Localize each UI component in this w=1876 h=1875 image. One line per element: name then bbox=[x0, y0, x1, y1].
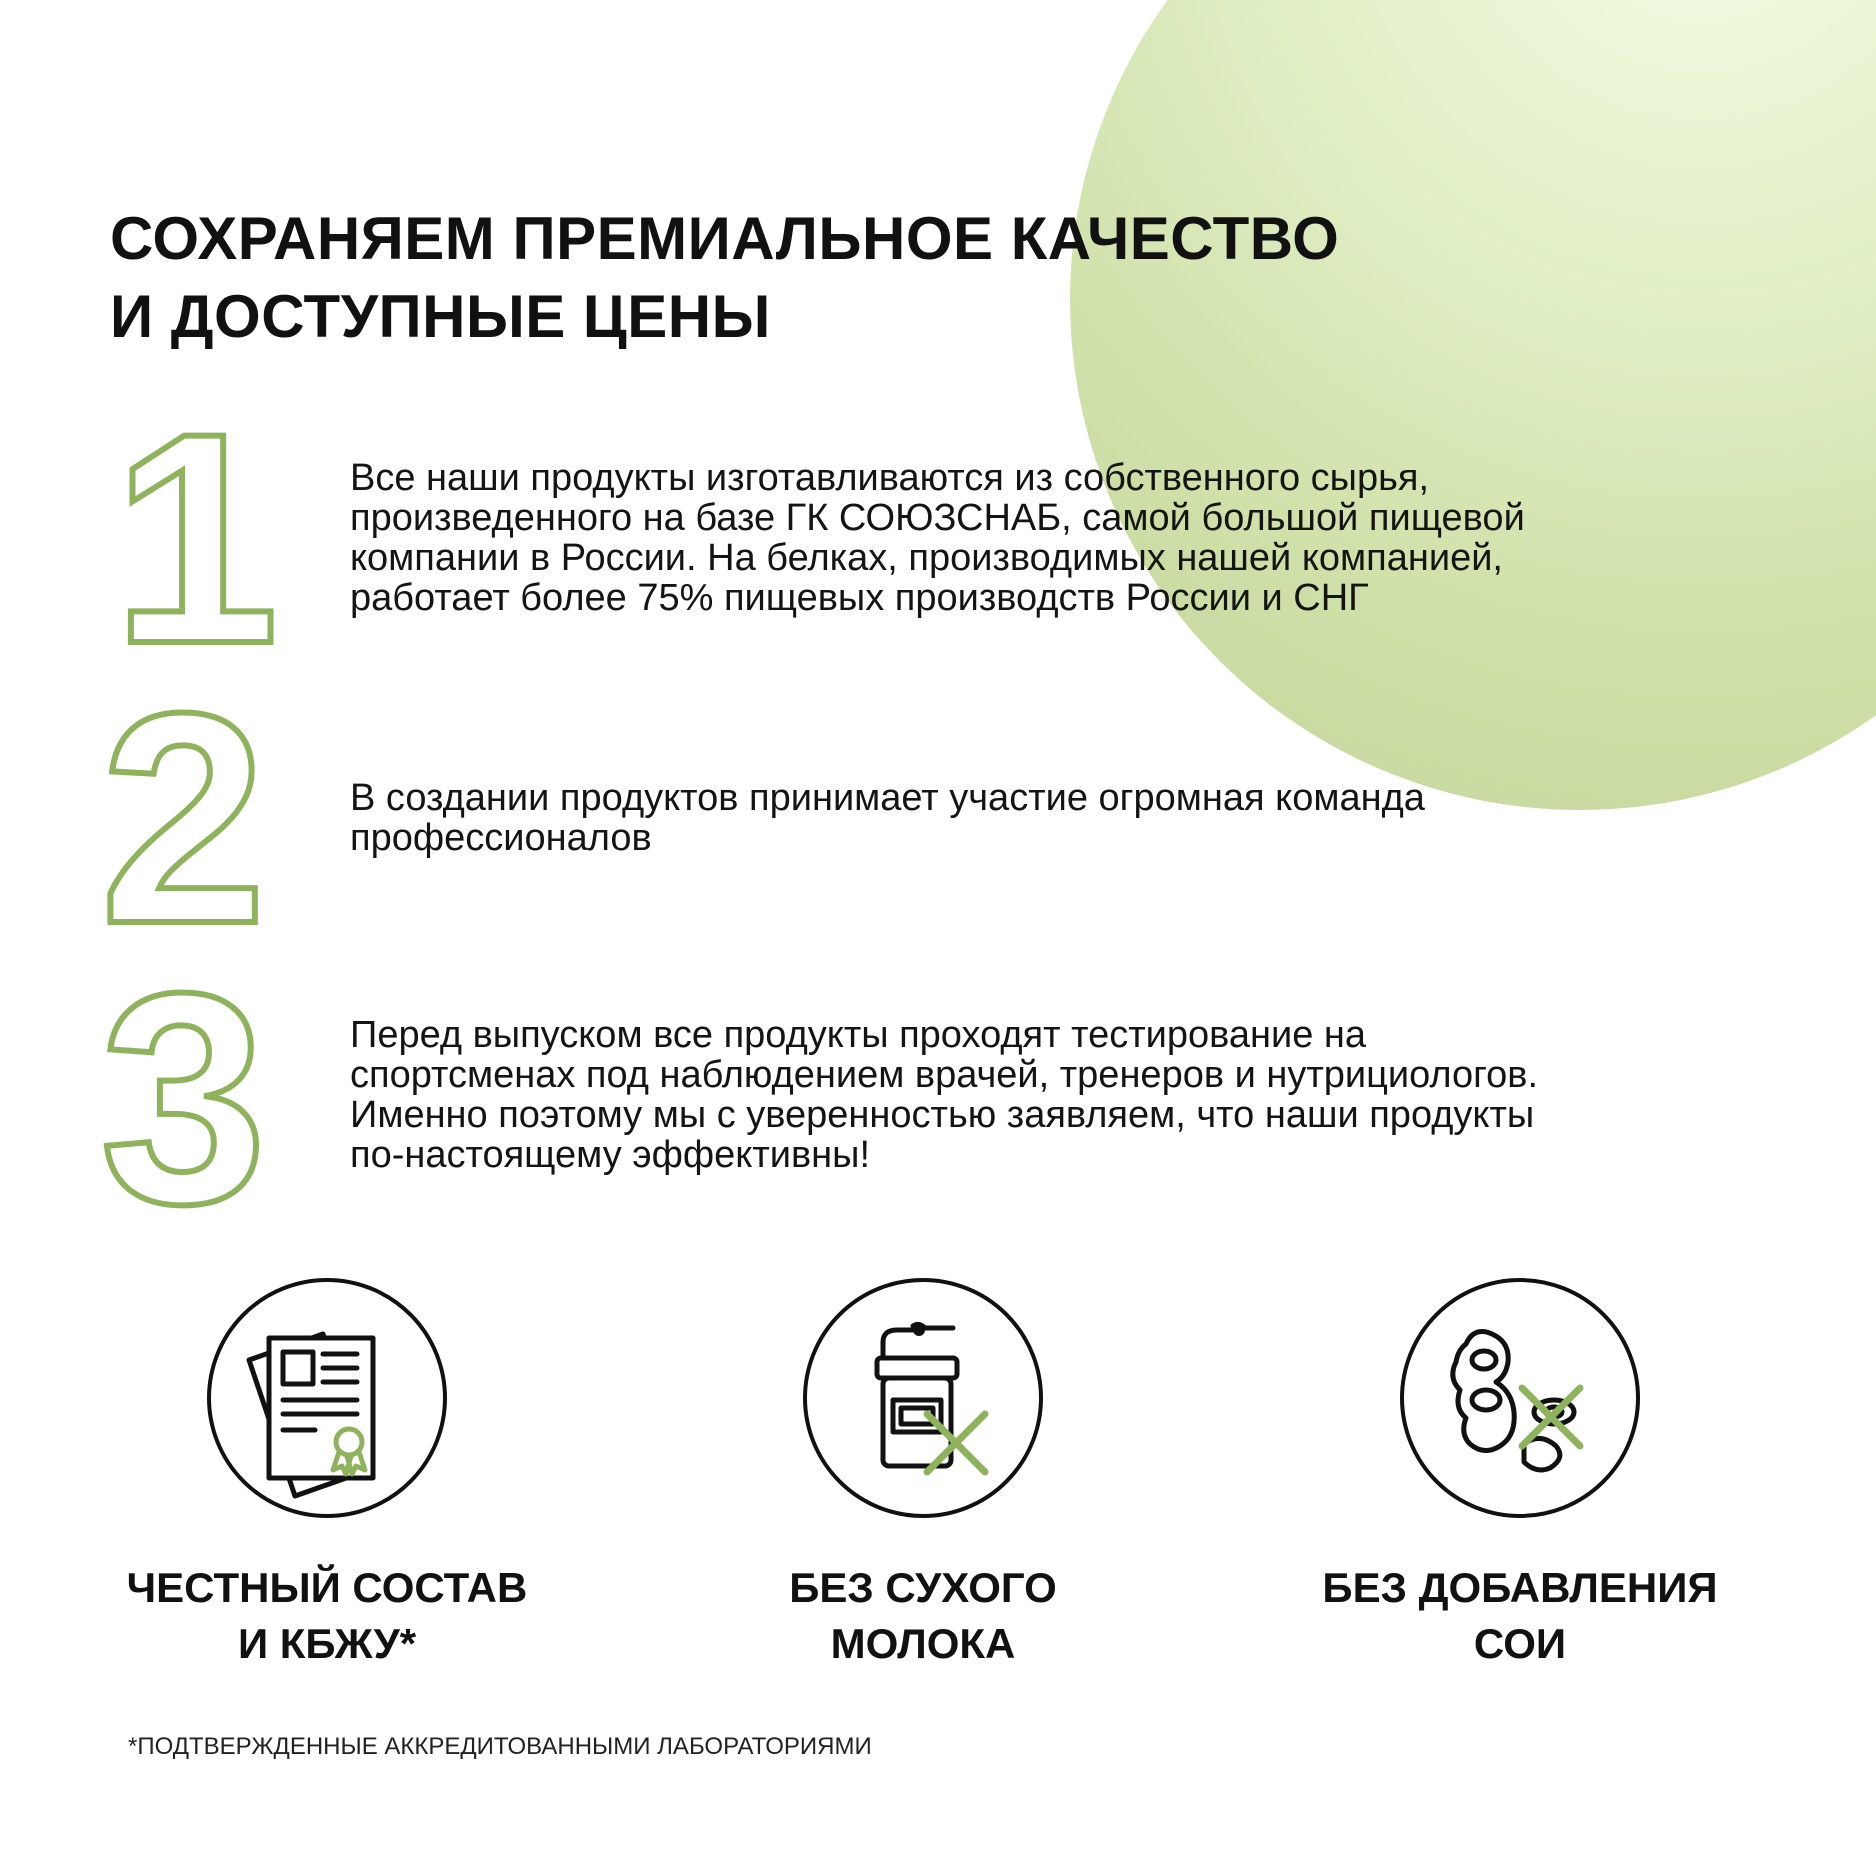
footnote: *ПОДТВЕРЖДЕННЫЕ АККРЕДИТОВАННЫМИ ЛАБОРАТОРИЯМИ bbox=[128, 1733, 872, 1760]
feature-1-line: Все наши продукты изготавливаются из собственного сырья, bbox=[350, 457, 1430, 499]
feature-1-line: компании в России. На белках, производимых нашей компанией, bbox=[350, 537, 1503, 579]
feature-text-2 bbox=[350, 778, 1425, 858]
badge-label-no-milk-powder bbox=[693, 1560, 1153, 1672]
page-title-line-1: СОХРАНЯЕМ ПРЕМИАЛЬНОЕ КАЧЕСТВО bbox=[110, 205, 1340, 272]
background-gradient-circle bbox=[1070, 0, 1876, 810]
page-title-line-2: И ДОСТУПНЫЕ ЦЕНЫ bbox=[110, 283, 771, 350]
badge-circle-honest-composition bbox=[207, 1278, 447, 1518]
feature-2-line: В создании продуктов принимает участие огромная команда bbox=[350, 777, 1425, 819]
feature-2-line: профессионалов bbox=[350, 817, 652, 859]
badge-3-line: БЕЗ ДОБАВЛЕНИЯ bbox=[1322, 1564, 1718, 1611]
feature-3-line: по-настоящему эффективны! bbox=[350, 1134, 871, 1176]
badge-1-line: И КБЖУ* bbox=[237, 1620, 417, 1667]
badge-circle-no-milk-powder bbox=[803, 1278, 1043, 1518]
feature-3-line: Перед выпуском все продукты проходят тестирование на bbox=[350, 1014, 1367, 1056]
badge-label-honest-composition bbox=[97, 1560, 557, 1672]
feature-text-3 bbox=[350, 1015, 1538, 1175]
badge-circle-no-soy bbox=[1400, 1278, 1640, 1518]
feature-3-line: спортсменах под наблюдением врачей, тренеров и нутрициологов. bbox=[350, 1054, 1539, 1096]
page-title bbox=[110, 200, 1339, 356]
badge-2-line: МОЛОКА bbox=[830, 1620, 1016, 1667]
feature-number-2: 2 bbox=[100, 650, 267, 986]
badge-label-no-soy bbox=[1290, 1560, 1750, 1672]
feature-number-1: 1 bbox=[112, 370, 279, 706]
badge-3-line: СОИ bbox=[1473, 1620, 1567, 1667]
feature-1-line: произведенного на базе ГК СОЮЗСНАБ, самой большой пищевой bbox=[350, 497, 1525, 539]
no-soy-beans-icon bbox=[1404, 1282, 1636, 1514]
no-milk-powder-jar-icon bbox=[807, 1282, 1039, 1514]
feature-1-line: работает более 75% пищевых производств России и СНГ bbox=[350, 577, 1369, 619]
badge-1-line: ЧЕСТНЫЙ СОСТАВ bbox=[126, 1564, 528, 1611]
feature-number-3: 3 bbox=[100, 930, 267, 1266]
feature-3-line: Именно поэтому мы с уверенностью заявляем, что наши продукты bbox=[350, 1094, 1535, 1136]
badge-2-line: БЕЗ СУХОГО bbox=[789, 1564, 1057, 1611]
certificate-document-icon bbox=[211, 1282, 443, 1514]
feature-text-1 bbox=[350, 458, 1525, 618]
